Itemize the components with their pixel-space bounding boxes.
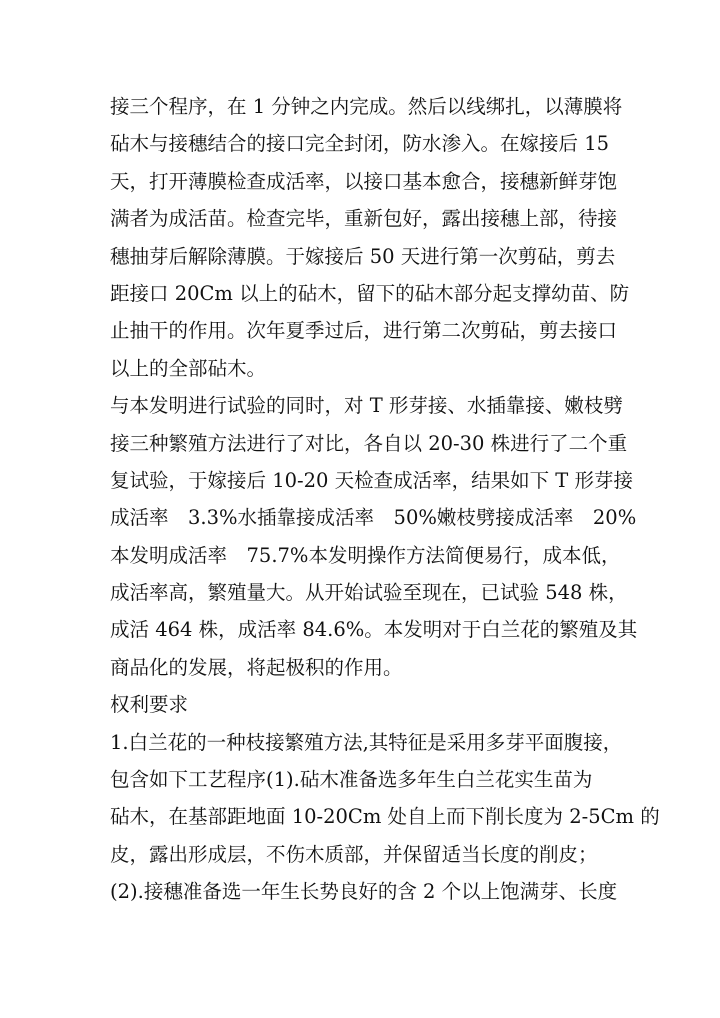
text-line: 穗抽芽后解除薄膜。于嫁接后 50 天进行第一次剪砧，剪去	[110, 244, 616, 268]
text-line: 1.白兰花的一种枝接繁殖方法,其特征是采用多芽平面腹接，	[110, 730, 623, 754]
text-line: 成活率高，繁殖量大。从开始试验至现在，已试验 548 株，	[110, 581, 628, 605]
text-line: 止抽干的作用。次年夏季过后，进行第二次剪砧，剪去接口	[110, 319, 618, 343]
text-line: 成活率 3.3%水插靠接成活率 50%嫩枝劈接成活率 20%	[110, 506, 637, 530]
text-line: 砧木，在基部距地面 10-20Cm 处自上而下削长度为 2-5Cm 的	[110, 805, 660, 829]
text-line: 接三个程序，在 1 分钟之内完成。然后以线绑扎，以薄膜将	[110, 95, 623, 118]
text-line: 皮，露出形成层，不伤木质部，并保留适当长度的削皮；	[110, 842, 598, 866]
text-line: 距接口 20Cm 以上的砧木，留下的砧木部分起支撑幼苗、防	[110, 281, 630, 305]
text-line: 与本发明进行试验的同时，对 T 形芽接、水插靠接、嫩枝劈	[110, 394, 623, 418]
text-line: 砧木与接穗结合的接口完全封闭，防水渗入。在嫁接后 15	[110, 132, 610, 156]
text-line: 以上的全部砧木。	[110, 356, 267, 380]
text-line: 接三种繁殖方法进行了对比，各自以 20-30 株进行了二个重	[110, 431, 628, 455]
text-line: 满者为成活苗。检查完毕，重新包好，露出接穗上部，待接	[110, 207, 618, 231]
text-line: 成活 464 株，成活率 84.6%。本发明对于白兰花的繁殖及其	[110, 618, 638, 642]
document-body	[110, 88, 660, 911]
text-line: 包含如下工艺程序(1).砧木准备选多年生白兰花实生苗为	[110, 768, 593, 792]
text-line: (2).接穗准备选一年生长势良好的含 2 个以上饱满芽、长度	[110, 880, 618, 904]
text-line: 复试验，于嫁接后 10-20 天检查成活率，结果如下 T 形芽接	[110, 468, 634, 492]
text-line: 商品化的发展，将起极积的作用。	[110, 655, 403, 679]
text-line: 天，打开薄膜检查成活率，以接口基本愈合，接穗新鲜芽饱	[110, 169, 618, 193]
section-heading: 权利要求	[110, 693, 189, 717]
text-line: 本发明成活率 75.7%本发明操作方法简便易行，成本低，	[110, 543, 621, 567]
